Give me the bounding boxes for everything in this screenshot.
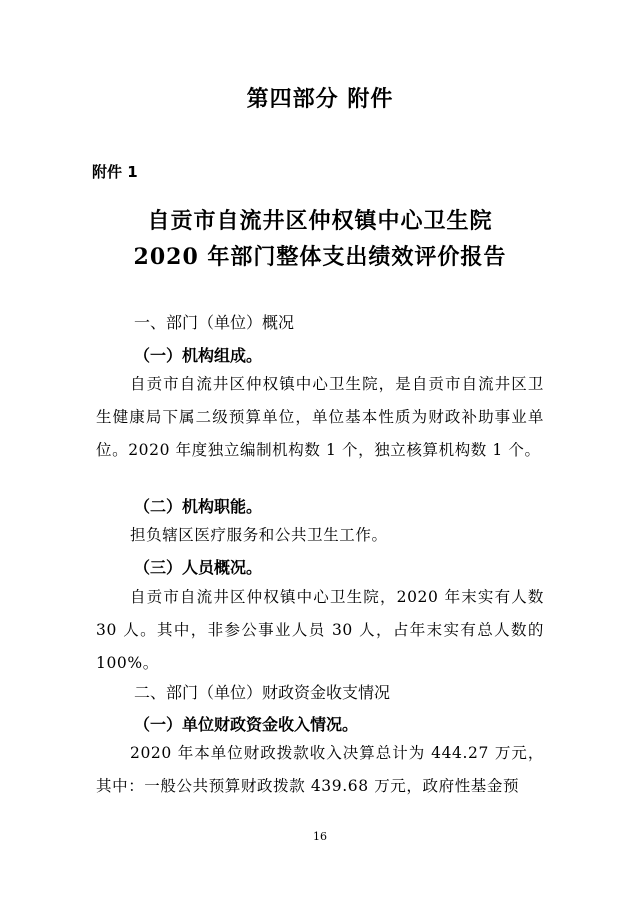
section2-sub1-text: 2020 年本单位财政拨款收入决算总计为 444.27 万元，其中：一般公共预算财政拨款 439.68 万元，政府性基金预: [96, 744, 544, 795]
section1-sub3-heading: （三）人员概况。: [134, 558, 263, 577]
section1-sub3-text: 自贡市自流井区仲权镇中心卫生院，2020 年末实有人数 30 人。其中，非参公事业人员 30 人，占年末实有总人数的 100%。: [96, 588, 544, 672]
section1-sub2-heading: （二）机构职能。: [134, 497, 263, 516]
section1-sub2-text: 担负辖区医疗服务和公共卫生工作。: [130, 526, 388, 544]
report-title-line2: 2020 年部门整体支出绩效评价报告: [133, 244, 507, 270]
section1-heading: 一、部门（单位）概况: [134, 313, 295, 332]
page-number: 16: [313, 830, 327, 843]
section2-heading: 二、部门（单位）财政资金收支情况: [134, 683, 391, 702]
section1-sub1-heading: （一）机构组成。: [134, 346, 263, 365]
section2-sub1-heading: （一）单位财政资金收入情况。: [134, 715, 359, 734]
report-title-line1: 自贡市自流井区仲权镇中心卫生院: [147, 208, 493, 234]
section1-sub1-text: 自贡市自流井区仲权镇中心卫生院，是自贡市自流井区卫生健康局下属二级预算单位，单位基本性质为财政补助事业单位。2020 年度独立编制机构数 1 个，独立核算机构数 1 个。: [96, 375, 544, 459]
part-title: 第四部分 附件: [246, 87, 394, 112]
attachment-label: 附件 1: [92, 163, 138, 181]
